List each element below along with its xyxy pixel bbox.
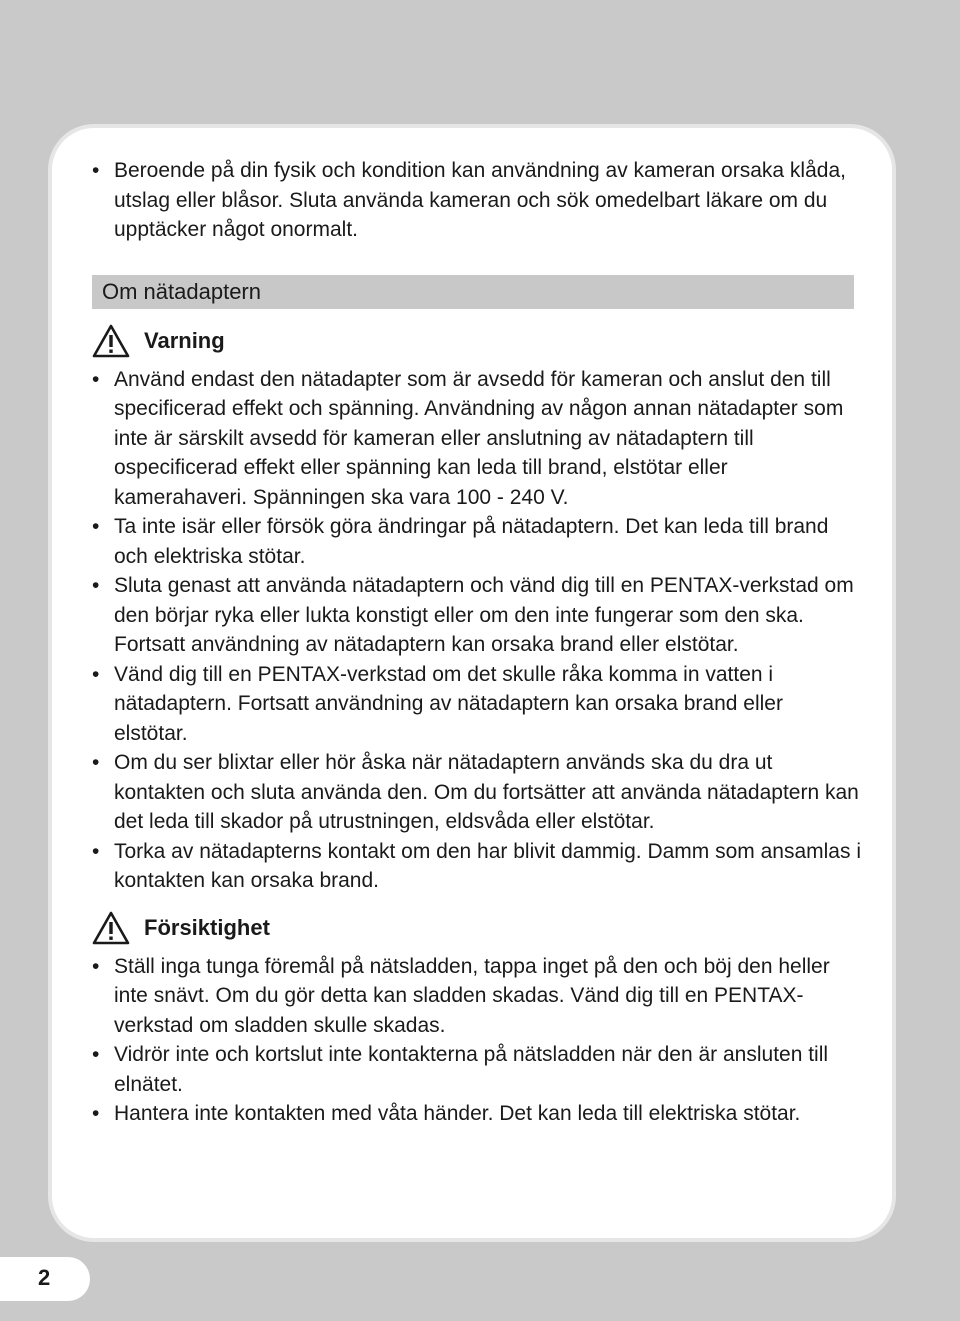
warning-triangle-icon (92, 324, 130, 358)
caution-list (92, 952, 862, 1129)
warning-title: Varning (144, 327, 225, 353)
caution-heading (92, 910, 862, 946)
list-item-text: Torka av nätadapterns kontakt om den har blivit dammig. Damm som ansamlas i kontakten kan orsaka brand. (114, 839, 861, 892)
warning-list (92, 365, 862, 896)
caution-title: Försiktighet (144, 914, 270, 940)
warning-heading (92, 323, 862, 359)
list-item (92, 1099, 862, 1129)
section-header: Om nätadaptern (92, 275, 854, 309)
list-item (92, 365, 862, 513)
bullet: • (92, 662, 100, 686)
bullet: • (92, 839, 100, 863)
list-item-text: Vänd dig till en PENTAX-verkstad om det skulle råka komma in vatten i nätadaptern. Fortsatt användning av nätadaptern kan orsaka brand eller elstötar. (114, 662, 783, 745)
list-item (92, 837, 862, 896)
list-item-text: Hantera inte kontakten med våta händer. Det kan leda till elektriska stötar. (114, 1102, 801, 1125)
list-item-text: Om du ser blixtar eller hör åska när nätadaptern används ska du dra ut kontakten och sluta använda den. Om du fortsätter att använda nätadaptern kan det leda till skador på utrustningen, eldsvåda eller elstötar. (114, 751, 859, 833)
bullet: • (92, 574, 100, 597)
bullet: • (92, 954, 100, 978)
document-content (92, 156, 862, 1129)
bullet: • (92, 515, 100, 538)
bullet: • (92, 1102, 100, 1125)
list-item (92, 748, 862, 837)
list-item-text: Sluta genast att använda nätadaptern och vänd dig till en PENTAX-verkstad om den börjar ryka eller lukta konstigt eller om den inte fungerar som den ska. Fortsatt användning av nätadaptern kan orsaka brand eller elstötar. (114, 574, 854, 656)
bullet: • (92, 367, 100, 391)
page-number: 2 (38, 1265, 51, 1290)
bullet: • (92, 751, 100, 774)
list-item (92, 660, 862, 749)
list-item (92, 1040, 862, 1099)
intro-list (92, 156, 862, 245)
list-item-text: Beroende på din fysik och kondition kan användning av kameran orsaka klåda, utslag eller blåsor. Sluta använda kameran och sök omedelbart läkare om du upptäcker något onormalt. (114, 159, 846, 241)
list-item (92, 156, 862, 245)
bullet: • (92, 1043, 100, 1066)
list-item-text: Använd endast den nätadapter som är avsedd för kameran och anslut den till specificerad effekt och spänning. Användning av någon annan nätadapter som inte är särskilt avsedd för kameran eller anslutning av nätadaptern till ospecificerad effekt eller spänning kan leda till brand, elstötar eller kamerahaveri. Spänningen ska vara 100 - 240 V. (114, 367, 844, 509)
list-item-text: Ställ inga tunga föremål på nätsladden, tappa inget på den och böj den heller inte snävt. Om du gör detta kan sladden skadas. Vänd dig till en PENTAX-verkstad om sladden skulle skadas. (114, 954, 830, 1037)
list-item (92, 571, 862, 660)
list-item (92, 512, 862, 571)
bullet: • (92, 159, 100, 182)
warning-triangle-icon (92, 911, 130, 945)
list-item-text: Vidrör inte och kortslut inte kontakterna på nätsladden när den är ansluten till elnätet. (114, 1043, 829, 1096)
list-item (92, 952, 862, 1041)
list-item-text: Ta inte isär eller försök göra ändringar på nätadaptern. Det kan leda till brand och elektriska stötar. (114, 515, 829, 568)
